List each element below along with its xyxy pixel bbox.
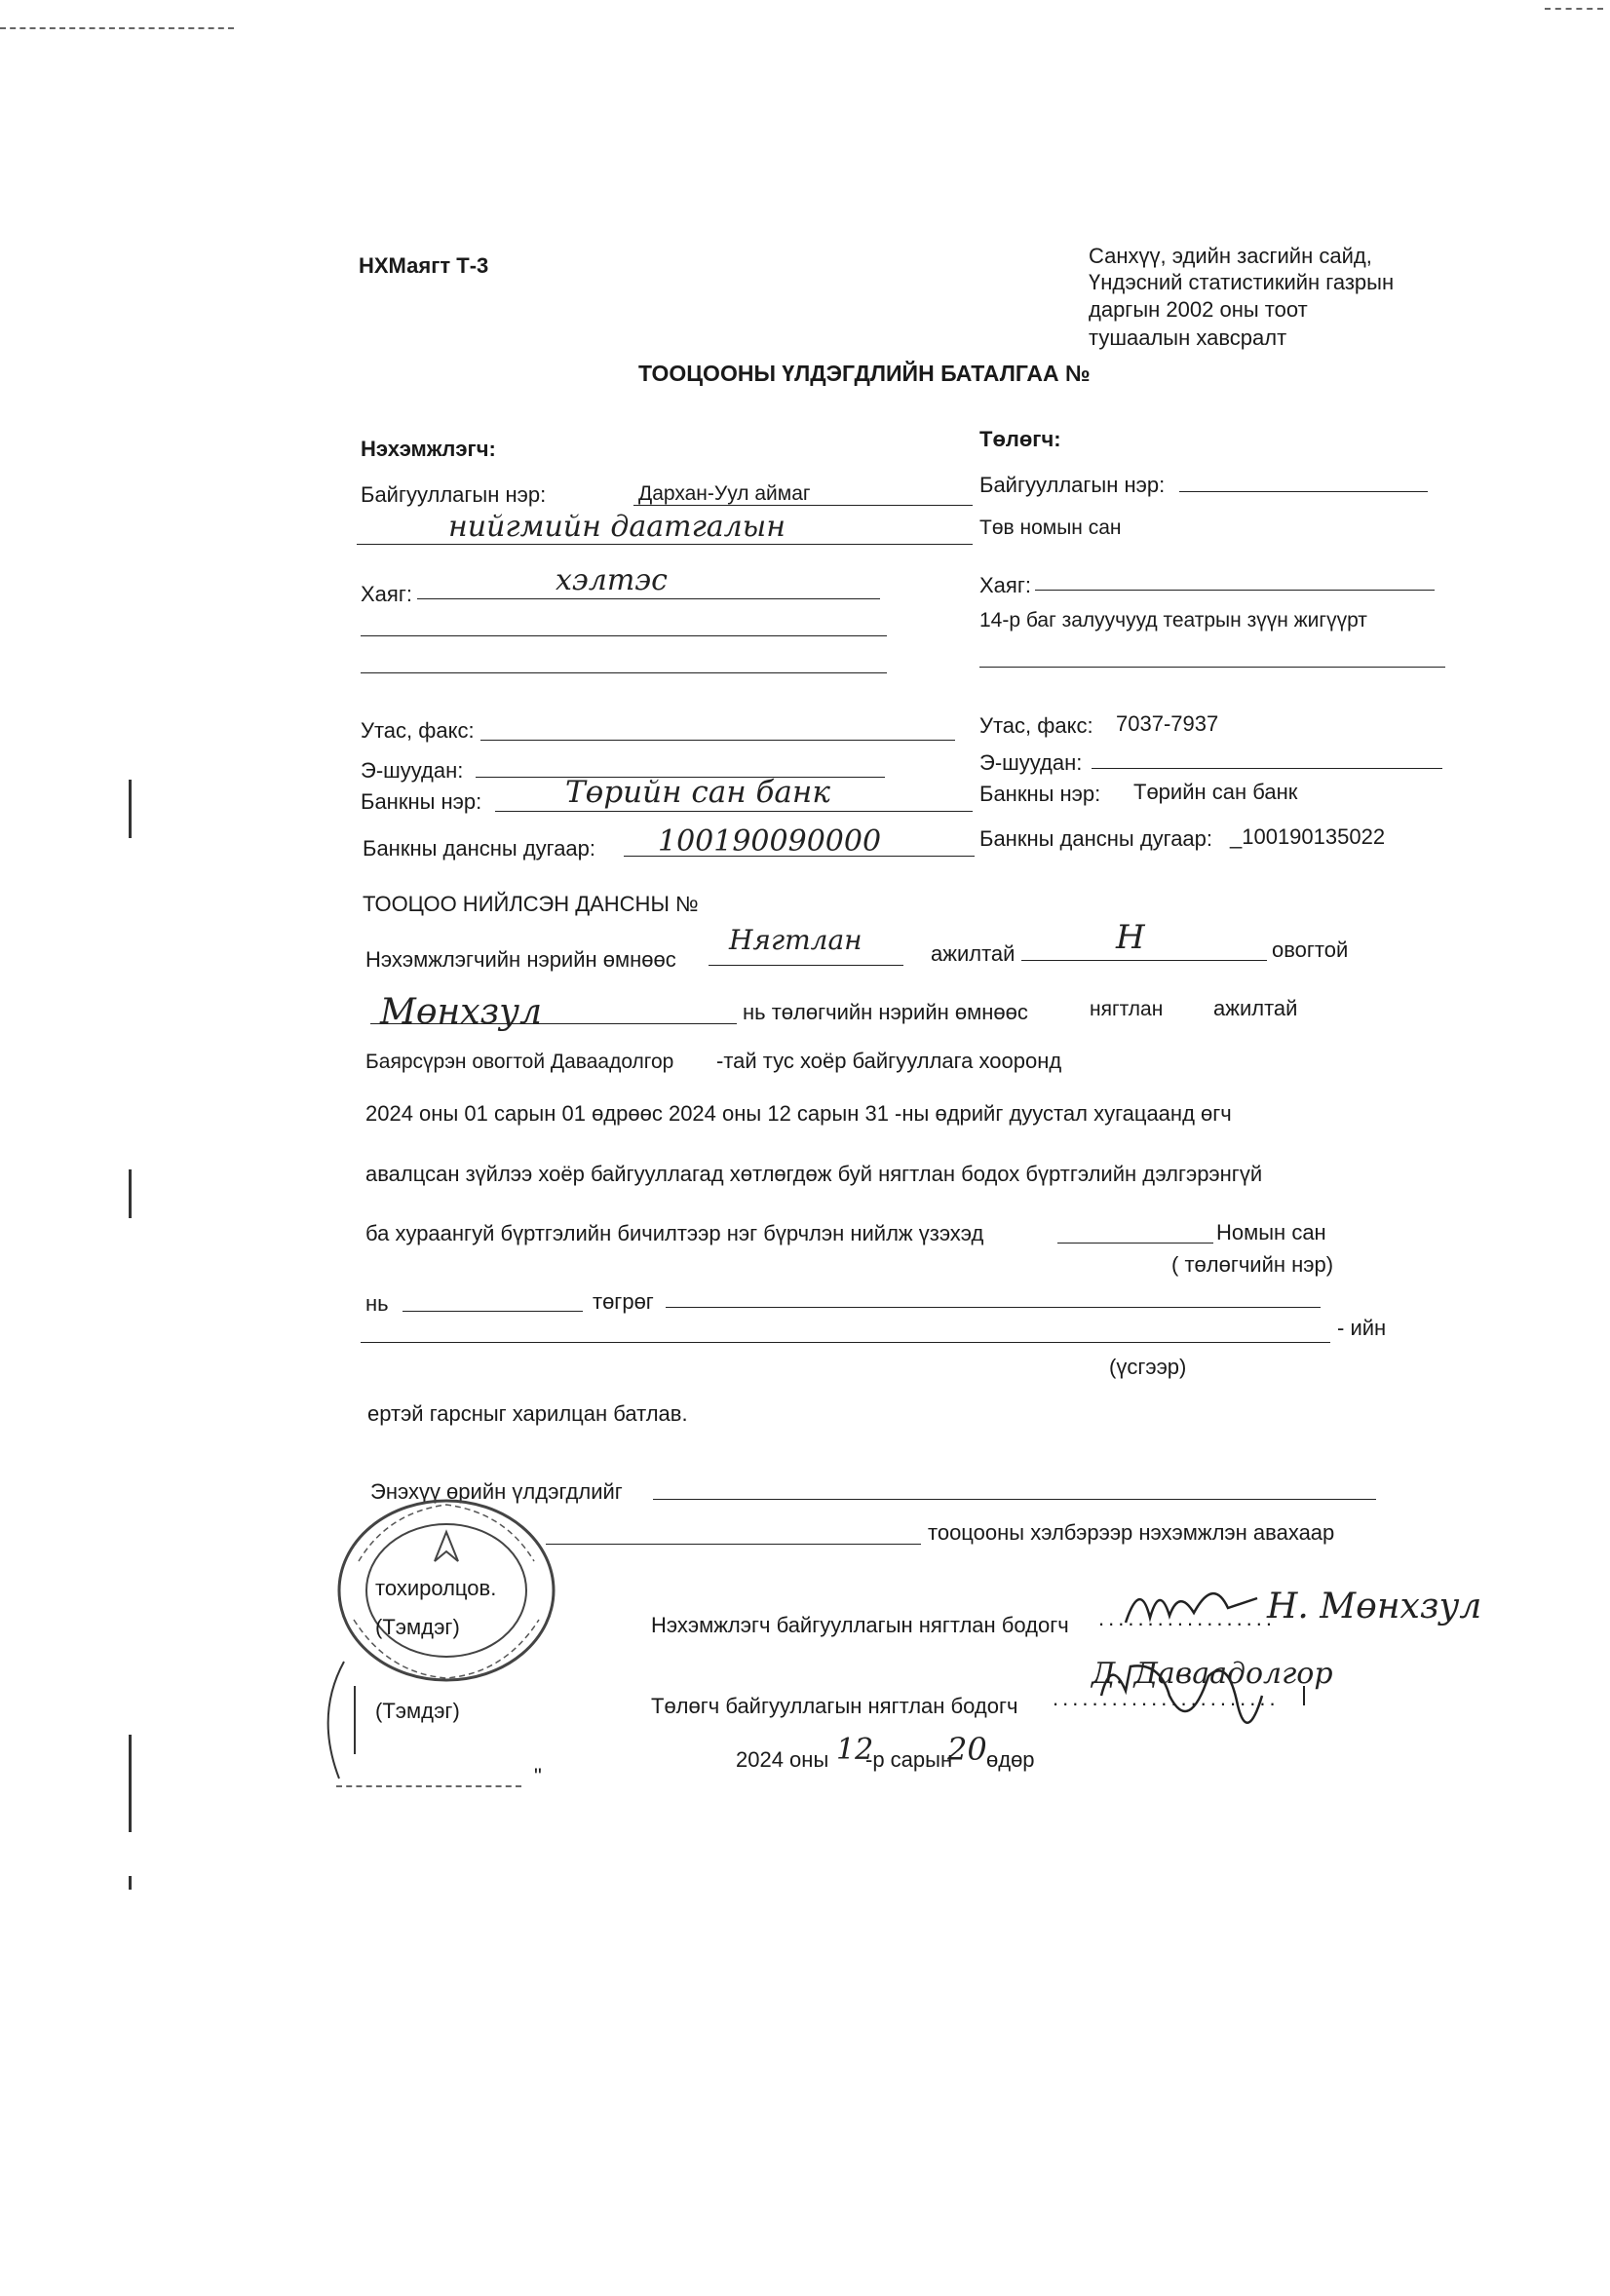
- date-year: 2024 оны: [736, 1747, 829, 1772]
- payer-name-hint: ( төлөгчийн нэр): [1171, 1252, 1334, 1277]
- in-words-hint: (үсгээр): [1109, 1355, 1187, 1379]
- confirm-text: ертэй гарсныг харилцан батлав.: [367, 1401, 688, 1426]
- payer-account-label: Банкны дансны дугаар:: [979, 826, 1213, 851]
- body-line-6: ба хураангуй бүртгэлийн бичилтээр нэг бүрчлэн нийлж үзэхэд: [365, 1221, 984, 1245]
- n-word: нь: [365, 1291, 389, 1316]
- payer-position: нягтлан: [1090, 998, 1164, 1020]
- date-month-handwritten: 12: [836, 1733, 874, 1767]
- payer-phone-value: 7037-7937: [1116, 711, 1219, 736]
- approval-line: даргын 2002 оны тоот: [1089, 297, 1308, 322]
- amount-words-line-2: [361, 1342, 1330, 1343]
- claimant-signature: Н. Мөнхзул: [1267, 1587, 1482, 1626]
- body-line-6-end: Номын сан: [1216, 1220, 1326, 1244]
- claimant-phone-label: Утас, факс:: [361, 718, 475, 743]
- payer-signature: Д. Даваадолгор: [1092, 1657, 1333, 1691]
- claimant-bank-handwritten: Төрийн сан банк: [565, 775, 830, 810]
- position-line: [709, 965, 903, 966]
- claimant-org-line: [633, 505, 973, 506]
- in-word: - ийн: [1337, 1316, 1387, 1340]
- approval-line: Үндэсний статистикийн газрын: [1089, 270, 1395, 294]
- amount-words-line: [666, 1307, 1321, 1308]
- claimant-account-handwritten: 100190090000: [658, 824, 882, 859]
- amount-line: [402, 1311, 583, 1312]
- date-month-suffix: -р сарын: [865, 1747, 953, 1772]
- quote-mark: ": [534, 1764, 542, 1788]
- scan-mark: [129, 1169, 132, 1218]
- request-line: [546, 1544, 921, 1545]
- initial-line: [1021, 960, 1267, 961]
- claimant-account-line: [624, 856, 975, 857]
- surname-word: овогтой: [1272, 938, 1349, 962]
- document-title: ТООЦООНЫ ҮЛДЭГДЛИЙН БАТАЛГАА №: [638, 361, 1091, 386]
- approval-line: тушаалын хавсралт: [1089, 325, 1287, 350]
- payer-signature-scribble: [1082, 1637, 1316, 1754]
- payer-address-line-2: [979, 667, 1445, 668]
- payer-name-line: [1057, 1243, 1213, 1244]
- stamp-label-2: (Тэмдэг): [375, 1699, 460, 1723]
- payer-phone-label: Утас, факс:: [979, 713, 1093, 738]
- payer-heading: Төлөгч:: [979, 427, 1061, 451]
- handwritten-name: Мөнхзул: [380, 992, 542, 1032]
- payer-email-label: Э-шуудан:: [979, 750, 1083, 775]
- payer-signature-dots: .......................: [1053, 1686, 1280, 1710]
- tugrug-word: төгрөг: [593, 1289, 654, 1314]
- stamp-label-1: (Тэмдэг): [375, 1615, 460, 1639]
- line3-suffix: -тай тус хоёр байгууллага хооронд: [716, 1049, 1062, 1073]
- payer-bank-label: Банкны нэр:: [979, 782, 1101, 806]
- name-line: [370, 1023, 737, 1024]
- claimant-phone-line: [480, 740, 955, 741]
- claimant-org-value: Дархан-Уул аймаг: [638, 482, 811, 505]
- scan-artifact-top: [0, 27, 234, 29]
- payer-org-value: Төв номын сан: [979, 517, 1122, 539]
- date-day-suffix: өдөр: [986, 1747, 1035, 1772]
- payer-address-value: 14-р баг залуучууд театрын зүүн жигүүрт: [979, 609, 1367, 631]
- payer-bank-value: Төрийн сан банк: [1133, 780, 1298, 804]
- claimant-email-label: Э-шуудан:: [361, 758, 464, 783]
- claimant-address-label: Хаяг:: [361, 582, 412, 606]
- scan-mark: [129, 1876, 132, 1890]
- claimant-bank-line: [495, 811, 973, 812]
- payer-accountant-label: Төлөгч байгууллагын нягтлан бодогч: [651, 1694, 1018, 1718]
- period-line: 2024 оны 01 сарын 01 өдрөөс 2024 оны 12 сарын 31 -ны өдрийг дуустал хугацаанд өгч: [365, 1101, 1232, 1126]
- payer-address-label: Хаяг:: [979, 573, 1031, 597]
- claimant-bank-label: Банкны нэр:: [361, 789, 482, 814]
- claimant-org-handwritten: нийгмийн даатгалын: [448, 510, 786, 544]
- payer-email-line: [1092, 768, 1442, 769]
- payer-account-value: _100190135022: [1230, 824, 1386, 849]
- line3-prefix: Баярсүрэн овогтой Даваадолгор: [365, 1051, 674, 1073]
- payer-org-label: Байгууллагын нэр:: [979, 473, 1166, 497]
- handwritten-initial: Н: [1116, 918, 1145, 957]
- claimant-heading: Нэхэмжлэгч:: [361, 437, 496, 461]
- on-behalf-claimant: Нэхэмжлэгчийн нэрийн өмнөөс: [365, 947, 676, 972]
- handwritten-position: Нягтлан: [729, 924, 862, 956]
- scan-mark: [129, 1735, 132, 1832]
- claimant-signature-dots: ..................: [1098, 1606, 1277, 1630]
- approval-line: Санхүү, эдийн засгийн сайд,: [1089, 244, 1372, 268]
- form-code: НХМаягт Т-3: [359, 253, 489, 278]
- claimant-accountant-label: Нэхэмжлэгч байгууллагын нягтлан бодогч: [651, 1613, 1069, 1637]
- claimant-address-line-2: [361, 635, 887, 636]
- scan-artifact-top-right: [1545, 8, 1603, 10]
- scan-mark: [129, 780, 132, 838]
- stamp-dash-line: [336, 1785, 521, 1787]
- remaining-line: [653, 1499, 1376, 1500]
- claimant-account-label: Банкны дансны дугаар:: [363, 836, 596, 861]
- bracket-mark: [310, 1657, 359, 1783]
- agreed-text: тохиролцов.: [375, 1576, 497, 1600]
- claimant-org-line-2: [357, 544, 973, 545]
- claimant-address-line: [417, 598, 880, 599]
- payer-address-line: [1035, 590, 1435, 591]
- payer-worker: ажилтай: [1213, 996, 1298, 1020]
- account-number-label: ТООЦОО НИЙЛСЭН ДАНСНЫ №: [363, 892, 699, 916]
- on-behalf-payer: нь төлөгчийн нэрийн өмнөөс: [743, 1000, 1028, 1024]
- date-day-handwritten: 20: [947, 1731, 987, 1768]
- claimant-address-handwritten: хэлтэс: [556, 563, 668, 597]
- claimant-address-line-3: [361, 672, 887, 673]
- claimant-org-label: Байгууллагын нэр:: [361, 482, 547, 507]
- body-line-5: авалцсан зүйлээ хоёр байгууллагад хөтлөгдөж буй нягтлан бодох бүртгэлийн дэлгэрэнгүй: [365, 1162, 1263, 1186]
- worker-word: ажилтай: [931, 941, 1016, 966]
- claimant-signature-scribble: [1121, 1569, 1267, 1637]
- payer-org-line: [1179, 491, 1428, 492]
- request-text: тооцооны хэлбэрээр нэхэмжлэн авахаар: [928, 1520, 1335, 1545]
- remaining-label: Энэхүү өрийн үлдэгдлийг: [370, 1479, 623, 1504]
